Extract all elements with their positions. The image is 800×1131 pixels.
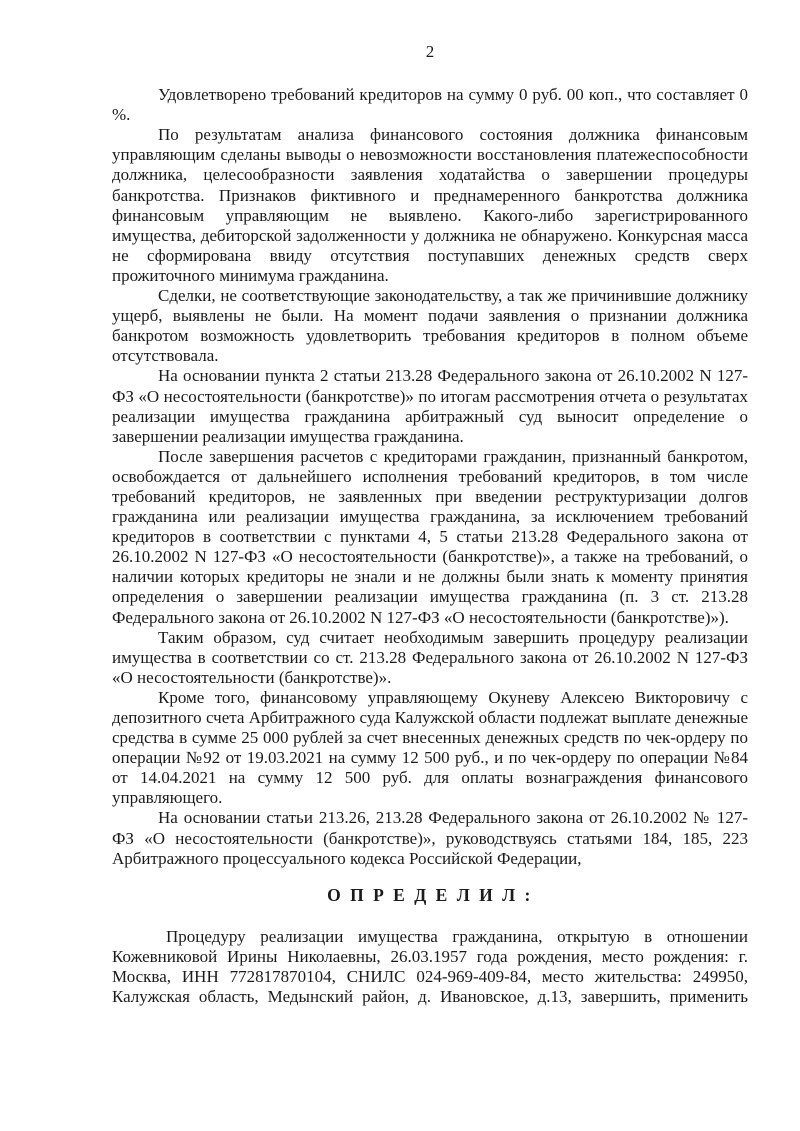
paragraph-creditor-claims-satisfied: Удовлетворено требований кредиторов на сумму 0 руб. 00 коп., что составляет 0 %. xyxy=(112,85,748,125)
paragraph-financial-analysis-results: По результатам анализа финансового состояния должника финансовым управляющим сделаны выводы о невозможности восстановления платежеспособности должника, целесообразности заявления ходатайства о завершении процедуры банкротства. Признаков фиктивного и преднамеренного банкротства должника финансовым управляющим не выявлено. Какого-либо зарегистрированного имущества, дебиторской задолженности у должника не обнаружено. Конкурсная масса не сформирована ввиду отсутствия поступавших денежных средств сверх прожиточного минимума гражданина. xyxy=(112,125,748,285)
resolution-heading: О П Р Е Д Е Л И Л : xyxy=(327,884,533,905)
paragraph-court-conclusion: Таким образом, суд считает необходимым завершить процедуру реализации имущества в соответствии со ст. 213.28 Федерального закона от 26.10.2002 N 127-ФЗ «О несостоятельности (банкротстве)». xyxy=(112,627,748,687)
page-number: 2 xyxy=(425,42,435,61)
paragraph-trustee-remuneration: Кроме того, финансовому управляющему Окуневу Алексею Викторовичу с депозитного счета Арбитражного суда Калужской области подлежат выплате денежные средства в сумме 25 000 рублей за счет внесенных денежных средств по чек-ордеру по операции №92 от 19.03.2021 на сумму 12 500 руб., и по чек-ордеру по операции №84 от 14.04.2021 на сумму 12 500 руб. для оплаты вознаграждения финансового управляющего. xyxy=(112,687,748,808)
paragraph-release-from-obligations: После завершения расчетов с кредиторами гражданин, признанный банкротом, освобождается от дальнейшего исполнения требований кредиторов, в том числе требований кредиторов, не заявленных при введении реструктуризации долгов гражданина или реализации имущества гражданина, за исключением требований кредиторов в соответствии с пунктами 4, 5 статьи 213.28 Федерального закона от 26.10.2002 N 127-ФЗ «О несостоятельности (банкротстве)», а также на требований, о наличии которых кредиторы не знали и не должны были знать к моменту принятия определения о завершении реализации имущества гражданина (п. 3 ст. 213.28 Федерального закона от 26.10.2002 N 127-ФЗ «О несостоятельности (банкротстве)»). xyxy=(112,446,748,627)
paragraph-ruling-legal-grounds: На основании статьи 213.26, 213.28 Федерального закона от 26.10.2002 № 127-ФЗ «О несостоятельности (банкротстве)», руководствуясь статьями 184, 185, 223 Арбитражного процессуального кодекса Российской Федерации, xyxy=(112,808,748,868)
paragraph-legal-basis-213-28: На основании пункта 2 статьи 213.28 Федерального закона от 26.10.2002 N 127-ФЗ «О несостоятельности (банкротстве)» по итогам рассмотрения отчета о результатах реализации имущества гражданина арбитражный суд выносит определение о завершении реализации имущества гражданина. xyxy=(112,366,748,446)
paragraph-transactions-review: Сделки, не соответствующие законодательству, а так же причинившие должнику ущерб, выявлены не были. На момент подачи заявления о признании должника банкротом возможность удовлетворить требования кредиторов в полном объеме отсутствовала. xyxy=(112,286,748,366)
paragraph-resolution-operative-part: Процедуру реализации имущества гражданина, открытую в отношении Кожевниковой Ирины Николаевны, 26.03.1957 года рождения, место рождения: г. Москва, ИНН 772817870104, СНИЛС 024-969-409-84, место жительства: 249950, Калужская область, Медынский район, д. Ивановское, д.13, завершить, применить xyxy=(112,926,748,1007)
